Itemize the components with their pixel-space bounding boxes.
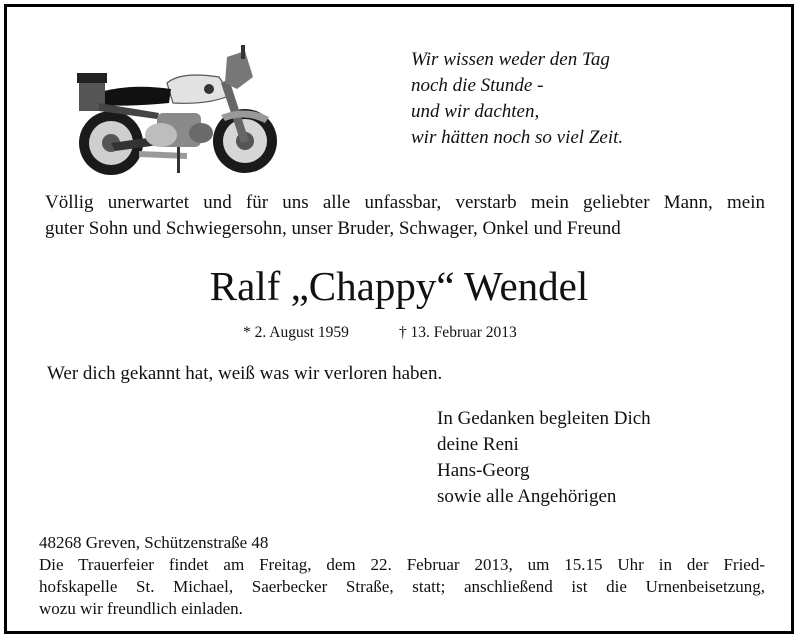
address: 48268 Greven, Schützenstraße 48 xyxy=(39,533,269,552)
signature-line: sowie alle Angehörigen xyxy=(437,486,617,507)
death-date: † 13. Februar 2013 xyxy=(398,324,517,341)
funeral-info xyxy=(39,532,765,620)
life-dates xyxy=(243,324,517,342)
funeral-line: wozu wir freundlich einladen. xyxy=(39,599,243,618)
poem-line: und wir dachten, xyxy=(411,101,540,122)
poem xyxy=(411,47,623,151)
intro-line: Völlig unerwartet und für uns alle unfassbar, verstarb mein geliebter Mann, mein xyxy=(45,192,765,213)
intro-text xyxy=(45,190,765,242)
poem-line: Wir wissen weder den Tag xyxy=(411,49,610,70)
signature-line: In Gedanken begleiten Dich xyxy=(437,408,651,429)
poem-line: noch die Stunde - xyxy=(411,75,544,96)
intro-line: guter Sohn und Schwiegersohn, unser Bruder, Schwager, Onkel und Freund xyxy=(45,218,621,239)
funeral-line: hofskapelle St. Michael, Saerbecker Straße, statt; anschließend ist die Urnenbeisetzung, xyxy=(39,577,765,596)
poem-line: wir hätten noch so viel Zeit. xyxy=(411,127,624,148)
signature-line: deine Reni xyxy=(437,434,519,455)
deceased-name: Ralf „Chappy“ Wendel xyxy=(209,263,589,309)
obituary-notice xyxy=(4,4,794,634)
signature-line: Hans-Georg xyxy=(437,460,530,481)
memorial-quote: Wer dich gekannt hat, weiß was wir verloren haben. xyxy=(47,363,443,384)
birth-date: * 2. August 1959 xyxy=(243,324,349,341)
signature-block xyxy=(437,406,651,510)
funeral-line: Die Trauerfeier findet am Freitag, dem 22. Februar 2013, um 15.15 Uhr in der Fried- xyxy=(39,555,765,574)
motorcycle-icon xyxy=(69,43,279,181)
